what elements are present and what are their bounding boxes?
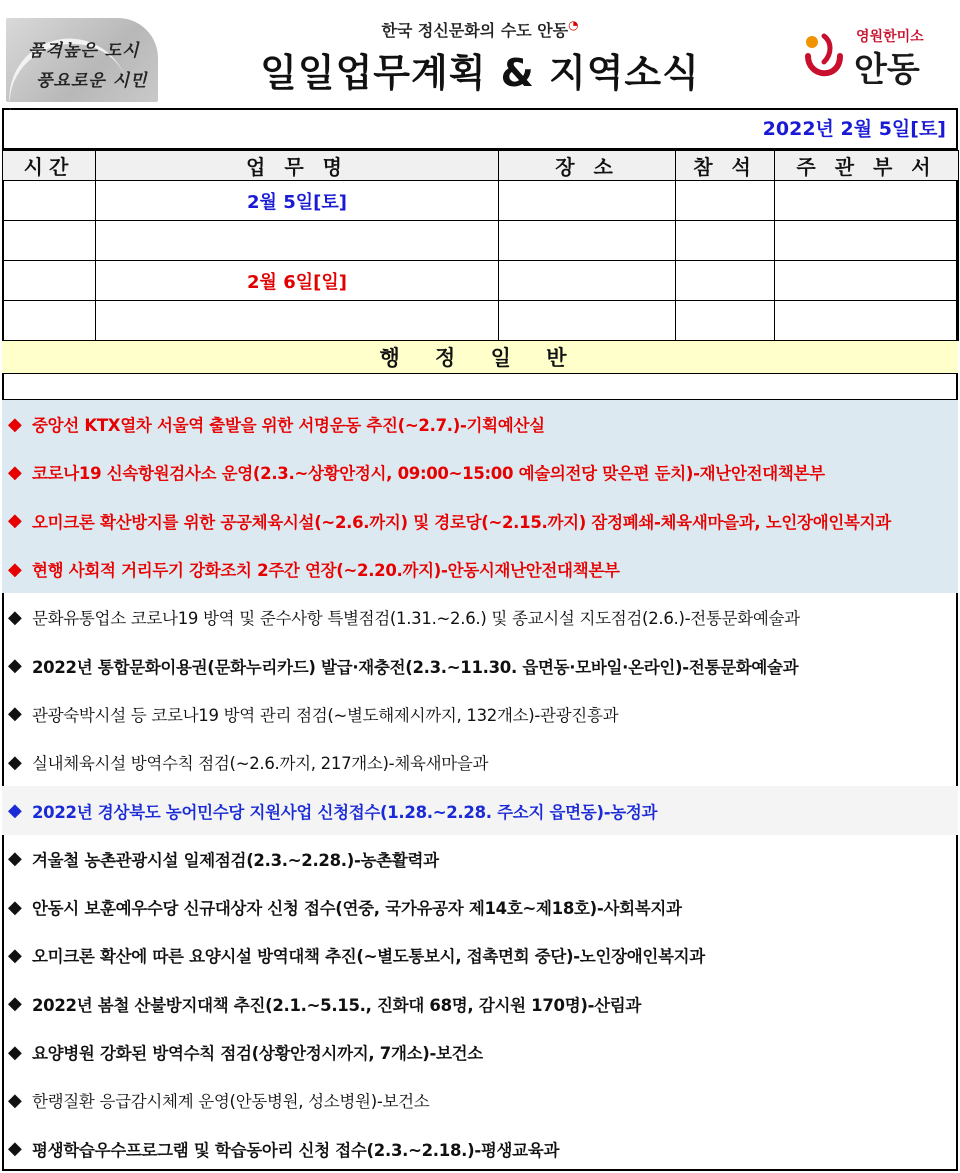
list-item-text: 관광숙박시설 등 코로나19 방역 관리 점검(~별도해제시까지, 132개소)-관광진흥과 bbox=[32, 705, 619, 725]
list-item bbox=[2, 883, 958, 931]
table-row bbox=[3, 181, 959, 221]
header bbox=[2, 2, 958, 110]
andong-logo bbox=[802, 24, 942, 94]
list-item-text: 2022년 경상북도 농어민수당 지원사업 신청접수(1.28.~2.28. 주소지 읍면동)-농정과 bbox=[32, 802, 658, 822]
diamond-bullet-icon: ◆ bbox=[8, 703, 22, 725]
diamond-bullet-icon: ◆ bbox=[8, 896, 22, 918]
list-item bbox=[2, 690, 958, 738]
header-place: 장 소 bbox=[499, 151, 676, 181]
header-time: 시간 bbox=[3, 151, 96, 181]
list-item-text: 오미크론 확산방지를 위한 공공체육시설(~2.6.까지) 및 경로당(~2.15.까지) 잠정폐쇄-체육새마을과, 노인장애인복지과 bbox=[32, 512, 891, 532]
cell-dept bbox=[775, 301, 959, 341]
list-item bbox=[2, 1028, 958, 1076]
list-item bbox=[2, 448, 958, 496]
logo-city-name: 안동 bbox=[854, 50, 920, 90]
list-item bbox=[2, 980, 958, 1028]
table-row bbox=[3, 301, 959, 341]
table-row bbox=[3, 221, 959, 261]
cell-dept bbox=[775, 261, 959, 301]
list-item-text: 오미크론 확산에 따른 요양시설 방역대책 추진(~별도통보시, 접촉면회 중단)-노인장애인복지과 bbox=[32, 947, 705, 967]
report-date: 2022년 2월 5일[토] bbox=[2, 110, 958, 150]
cell-time bbox=[3, 301, 96, 341]
cell-attend bbox=[676, 181, 775, 221]
list-item-text: 중앙선 KTX열차 서울역 출발을 위한 서명운동 추진(~2.7.)-기획예산실 bbox=[32, 416, 545, 436]
cell-task bbox=[96, 301, 499, 341]
news-list bbox=[2, 400, 958, 1173]
diamond-bullet-icon: ◆ bbox=[8, 558, 22, 580]
cell-time bbox=[3, 261, 96, 301]
list-item bbox=[2, 497, 958, 545]
diamond-bullet-icon: ◆ bbox=[8, 461, 22, 483]
schedule-table bbox=[2, 150, 959, 341]
list-item bbox=[2, 593, 958, 641]
page-title: 일일업무계획 & 지역소식 bbox=[260, 51, 700, 95]
andong-logo-icon bbox=[802, 28, 846, 86]
flag-icon: ◔ bbox=[568, 18, 579, 32]
diamond-bullet-icon: ◆ bbox=[8, 413, 22, 435]
cell-attend bbox=[676, 221, 775, 261]
list-item bbox=[2, 786, 958, 834]
cell-task: 2월 6일[일] bbox=[96, 261, 499, 301]
list-item-text: 문화유통업소 코로나19 방역 및 준수사항 특별점검(1.31.~2.6.) 및 종교시설 지도점검(2.6.)-전통문화예술과 bbox=[32, 609, 800, 629]
blank-row bbox=[2, 374, 958, 400]
cell-time bbox=[3, 221, 96, 261]
list-item-text: 안동시 보훈예우수당 신규대상자 신청 접수(연중, 국가유공자 제14호~제18호)-사회복지과 bbox=[32, 899, 682, 919]
cell-dept bbox=[775, 221, 959, 261]
list-item bbox=[2, 641, 958, 689]
diamond-bullet-icon: ◆ bbox=[8, 1138, 22, 1160]
list-item bbox=[2, 1076, 958, 1124]
list-item-text: 2022년 봄철 산불방지대책 추진(2.1.~5.15., 진화대 68명, 감시원 170명)-산림과 bbox=[32, 995, 642, 1015]
diamond-bullet-icon: ◆ bbox=[8, 944, 22, 966]
diamond-bullet-icon: ◆ bbox=[8, 655, 22, 677]
cell-task bbox=[96, 221, 499, 261]
logo-tagline: 영원한미소 bbox=[856, 29, 924, 45]
header-task: 업 무 명 bbox=[96, 151, 499, 181]
section-title: 행 정 일 반 bbox=[2, 340, 958, 374]
list-item bbox=[2, 1124, 958, 1172]
list-item-text: 코로나19 신속항원검사소 운영(2.3.~상황안정시, 09:00~15:00 예술의전당 맞은편 둔치)-재난안전대책본부 bbox=[32, 464, 825, 484]
diamond-bullet-icon: ◆ bbox=[8, 751, 22, 773]
list-item bbox=[2, 931, 958, 979]
diamond-bullet-icon: ◆ bbox=[8, 606, 22, 628]
list-item-text: 평생학습우수프로그램 및 학습동아리 신청 접수(2.3.~2.18.)-평생교육과 bbox=[32, 1140, 560, 1160]
diamond-bullet-icon: ◆ bbox=[8, 848, 22, 870]
list-item-text: 현행 사회적 거리두기 강화조치 2주간 연장(~2.20.까지)-안동시재난안전대책본부 bbox=[32, 561, 620, 581]
list-item bbox=[2, 738, 958, 786]
list-item bbox=[2, 835, 958, 883]
list-item-text: 겨울철 농촌관광시설 일제점검(2.3.~2.28.)-농촌활력과 bbox=[32, 850, 439, 870]
cell-place bbox=[499, 221, 676, 261]
badge-line-2: 풍요로운 시민 bbox=[36, 71, 148, 91]
badge-line-1: 품격높은 도시 bbox=[28, 41, 140, 61]
table-row bbox=[3, 261, 959, 301]
cell-place bbox=[499, 301, 676, 341]
diamond-bullet-icon: ◆ bbox=[8, 800, 22, 822]
list-item-text: 요양병원 강화된 방역수칙 점검(상황안정시까지, 7개소)-보건소 bbox=[32, 1044, 483, 1063]
cell-attend bbox=[676, 301, 775, 341]
cell-time bbox=[3, 181, 96, 221]
cell-attend bbox=[676, 261, 775, 301]
cell-place bbox=[499, 261, 676, 301]
cell-task: 2월 5일[토] bbox=[96, 181, 499, 221]
header-attend: 참 석 bbox=[676, 151, 775, 181]
diamond-bullet-icon: ◆ bbox=[8, 1041, 22, 1063]
schedule-header-row bbox=[3, 151, 959, 181]
diamond-bullet-icon: ◆ bbox=[8, 510, 22, 532]
list-item-text: 한랭질환 응급감시체계 운영(안동병원, 성소병원)-보건소 bbox=[32, 1092, 430, 1112]
cell-place bbox=[499, 181, 676, 221]
list-item-text: 2022년 통합문화이용권(문화누리카드) 발급·재충전(2.3.~11.30. 읍면동·모바일·온라인)-전통문화예술과 bbox=[32, 657, 799, 677]
slogan-text: 한국 정신문화의 수도 안동 bbox=[381, 21, 569, 40]
list-item bbox=[2, 400, 958, 448]
cell-dept bbox=[775, 181, 959, 221]
header-dept: 주 관 부 서 bbox=[775, 151, 959, 181]
diamond-bullet-icon: ◆ bbox=[8, 993, 22, 1015]
list-item bbox=[2, 545, 958, 593]
list-item-text: 실내체육시설 방역수칙 점검(~2.6.까지, 217개소)-체육새마을과 bbox=[32, 754, 489, 774]
diamond-bullet-icon: ◆ bbox=[8, 1089, 22, 1111]
